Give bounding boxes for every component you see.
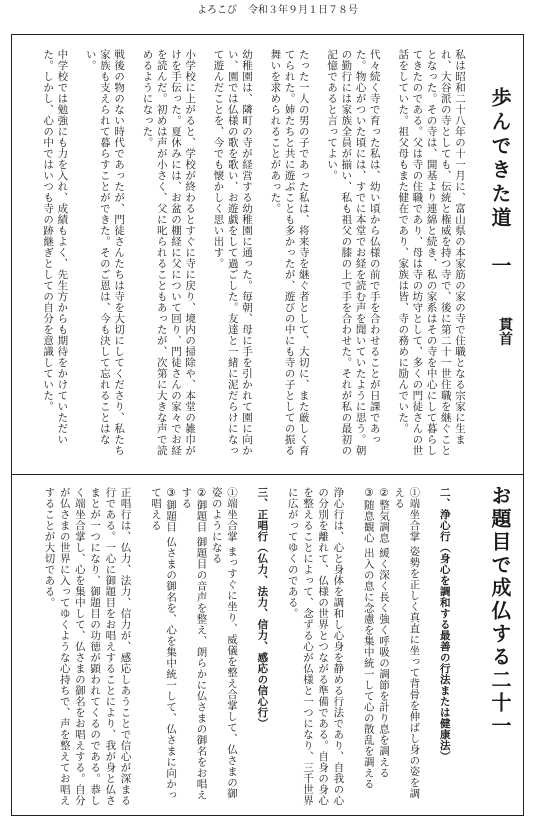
page-header — [0, 0, 534, 22]
top-article-panel — [11, 34, 524, 475]
issue-info: 令和３年９月１日７８号 — [248, 5, 358, 16]
section-heading: 三、正唱行（仏力、法力、信力、感応の信心行） — [256, 487, 269, 729]
top-article-body: 私は昭和二十八年の十一月に、富山県の本家筋の家の寺で住職となる宗家に生まれ、大谷派の寺としても、伝統と権威を持つ寺で、後に第二十一世住職を継ぐこととなった。その寺は、開基より連綿と続き、私の家系はその寺を中心にして暮らしてきたのである。父は寺の住職であり、母は寺の坊守として、多くの門徒さんの世話をしていた。祖父母もまた健在であり、家族は皆、寺の務めに励んでいた。 代々続く寺で育った私は、幼い頃から仏様の前で手を合わせることが日課であった。物心がついた頃には、すでに本堂でお経を読む声を聞いていたように思う。朝の勤行には家族全員が揃い、私も祖父の膝の上で手を合わせた。それが私の最初の記憶であると言ってよい。 たった一人の男の子であった私は、将来寺を継ぐ者として、大切に、また厳しく育てられた。姉たちと共に遊ぶことも多かったが、遊びの中にも寺の子としての振る舞いを求められることがあった。 幼稚園は、隣町の寺が経営する幼稚園に通った。毎朝、母に手を引かれて園に向かい、園では仏様の歌を歌い、お遊戯をして過ごした。友達と一緒に泥だらけになって遊んだことを、今でも懐かしく思い出す。 小学校に上がると、学校が終わるとすぐに寺に戻り、境内の掃除や、本堂の雑巾がけを手伝った。夏休みには、お盆の棚経に父について回り、門徒さんの家々でお経を読んだ。初めは声が小さく、父に叱られることもあったが、次第に大きな声で読めるようになった。 戦後の物のない時代であったが、門徒さんたちは寺を大切にしてくださり、私たち家族も支えられて暮らすことができた。そのご恩は、今も決して忘れることはない。 中学校では勉強にも力を入れ、成績もよく、先生方からも期待をかけていただいた。しかし、心の中ではいつも寺の跡継ぎとしての自分を意識していた。 — [42, 49, 466, 456]
publication-name: よろこび — [197, 5, 237, 16]
top-article-author: 貫首 — [497, 317, 513, 346]
bottom-article-panel — [11, 475, 524, 816]
section-body: ①端坐合掌 姿勢を正しく真直に坐って背骨を伸ばし身の姿を調える ②整気調息 緩く深く長く強く呼吸の調節を計り息を調える ③随息観心 出入の息に念慮を集中統一して心の散乱を調える 浄心行は、心と身体を調和し心身を静める行法であり、自我の心の分別を離れて、仏様の世界とつながる準備である。自身の身心を整えることによって、念ずる心が仏様と一つになり、三千世界に広がってゆくのである。 — [286, 487, 421, 806]
bottom-article-title: お題目で成仏する二十一 — [488, 485, 512, 738]
bottom-article-body — [27, 487, 467, 807]
section-heading: 二、浄心行（身心を調和する最善の行法または健康法） — [438, 487, 451, 762]
section-body: ①端坐合掌 まっすぐに坐り、威儀を整え合掌して、仏さまの御姿のようになる ②御題目 御題目の音声を整え、朗らかに仏さまの御名をお唱えする ③御題目 仏さまの御名を、心を集中統一して、仏さまに向かって唱える 正唱行は、仏力、法力、信力が、感応しあうことで信心が深まる行である。一心に御題目をお唱えすることにより、我が身と仏さまとが一つになり、御題目の功徳が顕われてくるのである。恭しく端坐合掌し、心を集中して、仏さまの御名をお唱えする。自分が仏さまの世界に入ってゆくような心持ちで、声を整えてお唱えすることが大切である。 — [43, 487, 238, 806]
top-article-title: 歩んできた道 一 — [488, 87, 512, 279]
